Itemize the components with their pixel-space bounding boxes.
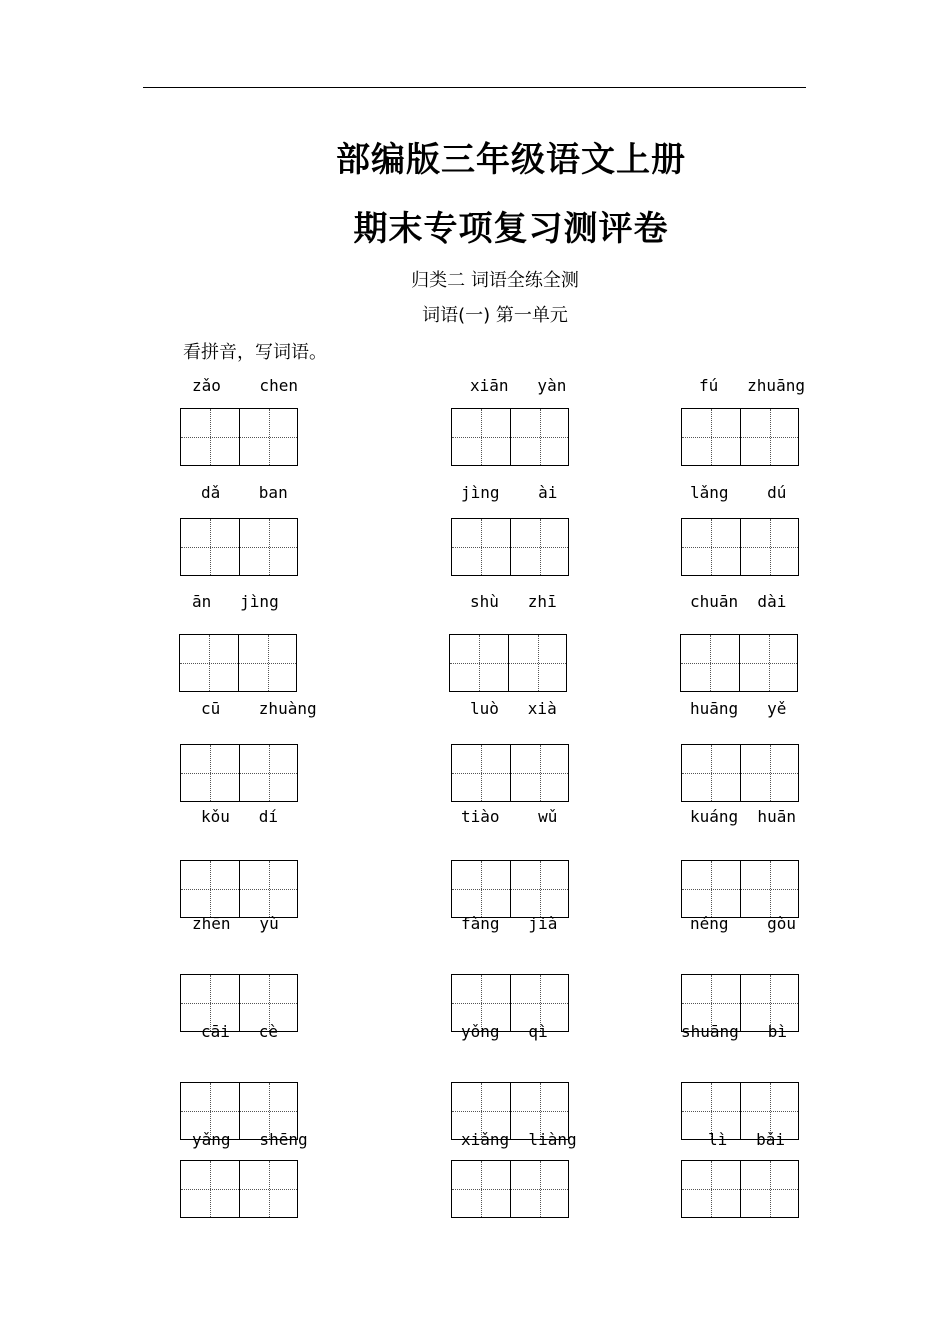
pinyin-label: huāng yě — [690, 699, 787, 718]
writing-grid[interactable] — [451, 1160, 569, 1218]
writing-grid[interactable] — [681, 744, 799, 802]
page-subtitle: 期末专项复习测评卷 — [353, 209, 669, 249]
pinyin-label: xiǎng liàng — [461, 1130, 577, 1149]
pinyin-label: yǒng qì — [461, 1022, 548, 1041]
writing-grid[interactable] — [680, 634, 798, 692]
pinyin-label: fú zhuāng — [699, 376, 805, 395]
writing-grid[interactable] — [451, 408, 569, 466]
writing-grid[interactable] — [179, 634, 297, 692]
pinyin-label: kuáng huān — [690, 807, 796, 826]
pinyin-label: lǎng dú — [690, 483, 787, 502]
writing-grid[interactable] — [180, 744, 298, 802]
pinyin-label: shù zhī — [470, 592, 557, 611]
writing-grid[interactable] — [681, 408, 799, 466]
pinyin-label: jìng ài — [461, 483, 558, 502]
pinyin-label: cū zhuàng — [201, 699, 317, 718]
writing-grid[interactable] — [180, 518, 298, 576]
pinyin-label: cāi cè — [201, 1022, 279, 1041]
writing-grid[interactable] — [451, 744, 569, 802]
pinyin-label: yǎng shēng — [192, 1130, 308, 1149]
writing-grid[interactable] — [681, 860, 799, 918]
pinyin-label: fàng jià — [461, 914, 558, 933]
instruction: 看拼音，写词语。 — [183, 342, 327, 363]
pinyin-label: ān jìng — [192, 592, 279, 611]
pinyin-label: shuāng bì — [681, 1022, 787, 1041]
pinyin-label: zǎo chen — [192, 376, 298, 395]
pinyin-label: néng gòu — [690, 914, 796, 933]
writing-grid[interactable] — [451, 518, 569, 576]
pinyin-label: lì bǎi — [708, 1130, 786, 1149]
pinyin-label: dǎ ban — [201, 483, 288, 502]
writing-grid[interactable] — [449, 634, 567, 692]
writing-grid[interactable] — [180, 1160, 298, 1218]
pinyin-label: kǒu dí — [201, 807, 279, 826]
writing-grid[interactable] — [451, 860, 569, 918]
pinyin-label: zhēn yù — [192, 914, 279, 933]
writing-grid[interactable] — [180, 408, 298, 466]
header-rule — [143, 87, 806, 88]
page-title: 部编版三年级语文上册 — [336, 140, 686, 180]
pinyin-label: xiān yàn — [470, 376, 567, 395]
writing-grid[interactable] — [681, 518, 799, 576]
section-heading: 归类二 词语全练全测 — [411, 270, 579, 291]
writing-grid[interactable] — [681, 1160, 799, 1218]
unit-heading: 词语(一) 第一单元 — [422, 305, 568, 326]
pinyin-label: chuān dài — [690, 592, 787, 611]
pinyin-label: tiào wǔ — [461, 807, 558, 826]
pinyin-label: luò xià — [470, 699, 557, 718]
writing-grid[interactable] — [180, 860, 298, 918]
